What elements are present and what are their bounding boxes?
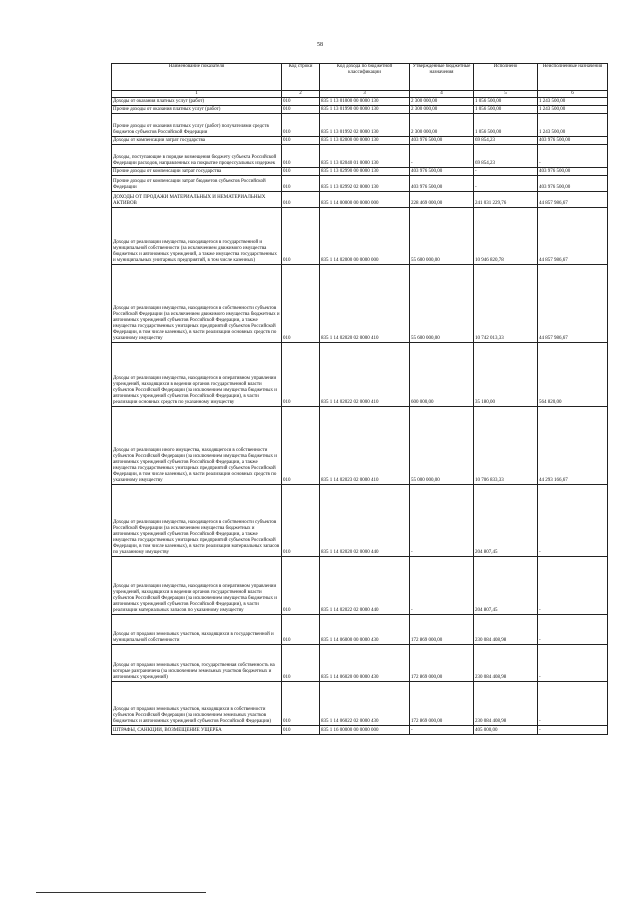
header-not-executed: Неисполненные назначения — [538, 64, 608, 91]
row-not-executed-cell: - — [538, 645, 608, 682]
row-not-executed-cell: 564 820,00 — [538, 343, 608, 407]
row-approved-cell: 172 869 000,00 — [410, 615, 474, 645]
row-line-code-cell: 010 — [282, 98, 320, 106]
row-name-cell: Прочие доходы от компенсации затрат государства — [112, 168, 282, 176]
row-executed-cell: 69 854,23 — [474, 137, 538, 145]
row-approved-cell: - — [410, 726, 474, 735]
row-budget-code-cell: 835 1 14 00000 00 0000 000 — [320, 192, 410, 208]
column-number: 2 — [282, 91, 320, 98]
row-line-code-cell: 010 — [282, 176, 320, 192]
table-row — [112, 137, 608, 145]
row-name-cell: Прочие доходы от оказания платных услуг (работ) получателями средств бюджетов субъектов Российской Федерации — [112, 114, 282, 137]
column-number: 3 — [320, 91, 410, 98]
table-row — [112, 176, 608, 192]
row-approved-cell: 2 300 000,00 — [410, 98, 474, 106]
row-name-cell: Доходы от продажи земельных участков, находящихся в государственной и муниципальной собственности — [112, 615, 282, 645]
row-budget-code-cell: 835 1 14 06022 02 0000 430 — [320, 682, 410, 726]
header-budget-code: Код дохода по бюджетной классификации — [320, 64, 410, 91]
row-approved-cell: 55 600 000,00 — [410, 265, 474, 343]
row-approved-cell: 403 976 500,00 — [410, 137, 474, 145]
row-name-cell: ШТРАФЫ, САНКЦИИ, ВОЗМЕЩЕНИЕ УЩЕРБА — [112, 726, 282, 735]
row-line-code-cell: 010 — [282, 114, 320, 137]
row-line-code-cell: 010 — [282, 168, 320, 176]
row-executed-cell: 10 706 833,33 — [474, 407, 538, 485]
budget-revenue-table — [111, 63, 608, 735]
row-name-cell: Доходы от продажи земельных участков, находящихся в собственности субъектов Российской Федерации (за исключением земельных участков бюджетных и автономных учреждений субъектов Российской Федерации) — [112, 682, 282, 726]
row-budget-code-cell: 835 1 14 06000 00 0000 430 — [320, 615, 410, 645]
row-executed-cell: 230 084 408,98 — [474, 682, 538, 726]
row-budget-code-cell: 835 1 14 02023 02 0000 410 — [320, 407, 410, 485]
row-not-executed-cell: - — [538, 726, 608, 735]
row-line-code-cell: 010 — [282, 145, 320, 168]
row-name-cell: Доходы от реализации имущества, находящегося в собственности субъектов Российской Федерации (за исключением движимого имущества бюджетных и автономных учреждений субъектов Российской Федерации, а также имущества государственных унитарных предприятий субъектов Российской Федерации, в том числе казенных), в части реализации основных средств по указанному имуществу — [112, 265, 282, 343]
table-row — [112, 192, 608, 208]
row-approved-cell: 600 000,00 — [410, 343, 474, 407]
row-budget-code-cell: 835 1 14 02020 02 0000 440 — [320, 485, 410, 557]
row-approved-cell: 172 869 000,00 — [410, 682, 474, 726]
row-budget-code-cell: 835 1 13 02040 01 0000 130 — [320, 145, 410, 168]
row-line-code-cell: 010 — [282, 208, 320, 265]
row-not-executed-cell: 403 976 500,00 — [538, 168, 608, 176]
row-budget-code-cell: 835 1 16 00000 00 0000 000 — [320, 726, 410, 735]
row-budget-code-cell: 835 1 14 02022 02 0000 410 — [320, 343, 410, 407]
row-line-code-cell: 010 — [282, 557, 320, 615]
column-number: 5 — [474, 91, 538, 98]
table-row — [112, 98, 608, 106]
row-executed-cell: 241 031 229,76 — [474, 192, 538, 208]
header-name: Наименование показателя — [112, 64, 282, 91]
row-not-executed-cell: 1 243 500,00 — [538, 114, 608, 137]
row-executed-cell: 204 807,45 — [474, 485, 538, 557]
row-approved-cell: 228 469 000,00 — [410, 192, 474, 208]
row-line-code-cell: 010 — [282, 192, 320, 208]
row-budget-code-cell: 835 1 13 02990 00 0000 130 — [320, 168, 410, 176]
row-name-cell: Доходы от реализации имущества, находящегося в оперативном управлении учреждений, находящихся в ведении органов государственной власти субъектов Российской Федерации (за исключением имущества бюджетных и автономных учреждений субъектов Российской Федерации), в части реализации основных средств по указанному имуществу — [112, 343, 282, 407]
row-executed-cell: 35 180,00 — [474, 343, 538, 407]
table-row — [112, 106, 608, 114]
row-executed-cell: 1 056 500,00 — [474, 114, 538, 137]
row-line-code-cell: 010 — [282, 106, 320, 114]
row-line-code-cell: 010 — [282, 407, 320, 485]
table-row — [112, 615, 608, 645]
row-executed-cell: 230 084 408,98 — [474, 645, 538, 682]
row-budget-code-cell: 835 1 13 02000 00 0000 130 — [320, 137, 410, 145]
row-line-code-cell: 010 — [282, 343, 320, 407]
table-header-row — [112, 64, 608, 91]
page-number: 58 — [317, 42, 323, 48]
row-executed-cell: 204 807,45 — [474, 557, 538, 615]
row-not-executed-cell: 44 857 986,67 — [538, 265, 608, 343]
row-not-executed-cell: 44 293 166,67 — [538, 407, 608, 485]
row-approved-cell: 172 869 000,00 — [410, 645, 474, 682]
table-row — [112, 726, 608, 735]
row-executed-cell: - — [474, 168, 538, 176]
table-row — [112, 168, 608, 176]
header-approved: Утвержденные бюджетные назначения — [410, 64, 474, 91]
table-row — [112, 114, 608, 137]
row-approved-cell: 55 000 000,00 — [410, 407, 474, 485]
row-name-cell: Доходы от реализации имущества, находящегося в собственности субъектов Российской Федерации (за исключением имущества бюджетных и автономных учреждений субъектов Российской Федерации, а также имущества государственных унитарных предприятий субъектов Российской Федерации, в том числе казенных), в части реализации материальных запасов по указанному имуществу — [112, 485, 282, 557]
row-not-executed-cell: 403 976 500,00 — [538, 137, 608, 145]
table-row — [112, 407, 608, 485]
row-not-executed-cell: 1 243 500,00 — [538, 106, 608, 114]
table-row — [112, 645, 608, 682]
row-approved-cell: - — [410, 557, 474, 615]
row-name-cell: Доходы от оказания платных услуг (работ) — [112, 98, 282, 106]
row-name-cell: Доходы от реализации имущества, находящегося в государственной и муниципальной собственности (за исключением движимого имущества бюджетных и автономных учреждений, а также имущества государственных и муниципальных унитарных предприятий, в том числе казенных) — [112, 208, 282, 265]
row-executed-cell: 69 854,23 — [474, 145, 538, 168]
row-not-executed-cell: - — [538, 682, 608, 726]
row-name-cell: Доходы от компенсации затрат государства — [112, 137, 282, 145]
row-approved-cell: - — [410, 485, 474, 557]
row-budget-code-cell: 835 1 13 01992 02 0000 130 — [320, 114, 410, 137]
table-row — [112, 682, 608, 726]
row-budget-code-cell: 835 1 14 02022 02 0000 440 — [320, 557, 410, 615]
row-not-executed-cell: 44 857 986,67 — [538, 208, 608, 265]
row-name-cell: Прочие доходы от компенсации затрат бюджетов субъектов Российской Федерации — [112, 176, 282, 192]
row-executed-cell: 405 000,00 — [474, 726, 538, 735]
row-line-code-cell: 010 — [282, 265, 320, 343]
row-budget-code-cell: 835 1 14 02000 00 0000 000 — [320, 208, 410, 265]
row-not-executed-cell: - — [538, 557, 608, 615]
row-executed-cell: 230 084 408,98 — [474, 615, 538, 645]
table-row — [112, 343, 608, 407]
column-number: 4 — [410, 91, 474, 98]
row-not-executed-cell: 44 857 986,67 — [538, 192, 608, 208]
header-line-code: Код строки — [282, 64, 320, 91]
row-name-cell: Прочие доходы от оказания платных услуг (работ) — [112, 106, 282, 114]
row-name-cell: Доходы, поступающие в порядке возмещения бюджету субъекта Российской Федерации расходов, направленных на покрытие процессуальных издержек — [112, 145, 282, 168]
row-line-code-cell: 010 — [282, 485, 320, 557]
header-executed: Исполнено — [474, 64, 538, 91]
row-executed-cell: - — [474, 176, 538, 192]
row-name-cell: Доходы от реализации иного имущества, находящегося в собственности субъектов Российской Федерации (за исключением имущества бюджетных и автономных учреждений субъектов Российской Федерации, а также имущества государственных унитарных предприятий субъектов Российской Федерации, в том числе казенных), в части реализации основных средств по указанному имуществу — [112, 407, 282, 485]
row-name-cell: Доходы от продажи земельных участков, государственная собственность на которые разграничена (за исключением земельных участков бюджетных и автономных учреждений) — [112, 645, 282, 682]
row-not-executed-cell: 1 243 500,00 — [538, 98, 608, 106]
column-number: 1 — [112, 91, 282, 98]
row-approved-cell: - — [410, 145, 474, 168]
row-not-executed-cell: - — [538, 485, 608, 557]
row-line-code-cell: 010 — [282, 682, 320, 726]
row-name-cell: Доходы от реализации имущества, находящегося в оперативном управлении учреждений, находящихся в ведении органов государственной власти субъектов Российской Федерации (за исключением имущества бюджетных и автономных учреждений субъектов Российской Федерации), в части реализации материальных запасов по указанному имуществу — [112, 557, 282, 615]
row-line-code-cell: 010 — [282, 726, 320, 735]
row-executed-cell: 1 056 500,00 — [474, 106, 538, 114]
table-body — [112, 98, 608, 735]
row-not-executed-cell: 403 976 500,00 — [538, 176, 608, 192]
table-row — [112, 208, 608, 265]
row-budget-code-cell: 835 1 13 01000 00 0000 130 — [320, 98, 410, 106]
row-budget-code-cell: 835 1 13 02992 02 0000 130 — [320, 176, 410, 192]
footnote-divider — [36, 892, 206, 893]
table-row — [112, 265, 608, 343]
row-line-code-cell: 010 — [282, 645, 320, 682]
row-budget-code-cell: 835 1 14 02020 02 0000 410 — [320, 265, 410, 343]
row-line-code-cell: 010 — [282, 615, 320, 645]
row-approved-cell: 2 300 000,00 — [410, 106, 474, 114]
table-row — [112, 145, 608, 168]
column-number: 6 — [538, 91, 608, 98]
table-row — [112, 485, 608, 557]
row-name-cell: ДОХОДЫ ОТ ПРОДАЖИ МАТЕРИАЛЬНЫХ И НЕМАТЕРИАЛЬНЫХ АКТИВОВ — [112, 192, 282, 208]
table-row — [112, 557, 608, 615]
row-budget-code-cell: 835 1 14 06020 00 0000 430 — [320, 645, 410, 682]
row-not-executed-cell: - — [538, 145, 608, 168]
row-line-code-cell: 010 — [282, 137, 320, 145]
row-executed-cell: 10 946 820,78 — [474, 208, 538, 265]
row-executed-cell: 10 742 013,33 — [474, 265, 538, 343]
column-number-row — [112, 91, 608, 98]
row-budget-code-cell: 835 1 13 01990 00 0000 130 — [320, 106, 410, 114]
row-approved-cell: 55 600 000,00 — [410, 208, 474, 265]
row-executed-cell: 1 056 500,00 — [474, 98, 538, 106]
row-not-executed-cell: - — [538, 615, 608, 645]
row-approved-cell: 403 976 500,00 — [410, 176, 474, 192]
row-approved-cell: 403 976 500,00 — [410, 168, 474, 176]
row-approved-cell: 2 300 000,00 — [410, 114, 474, 137]
